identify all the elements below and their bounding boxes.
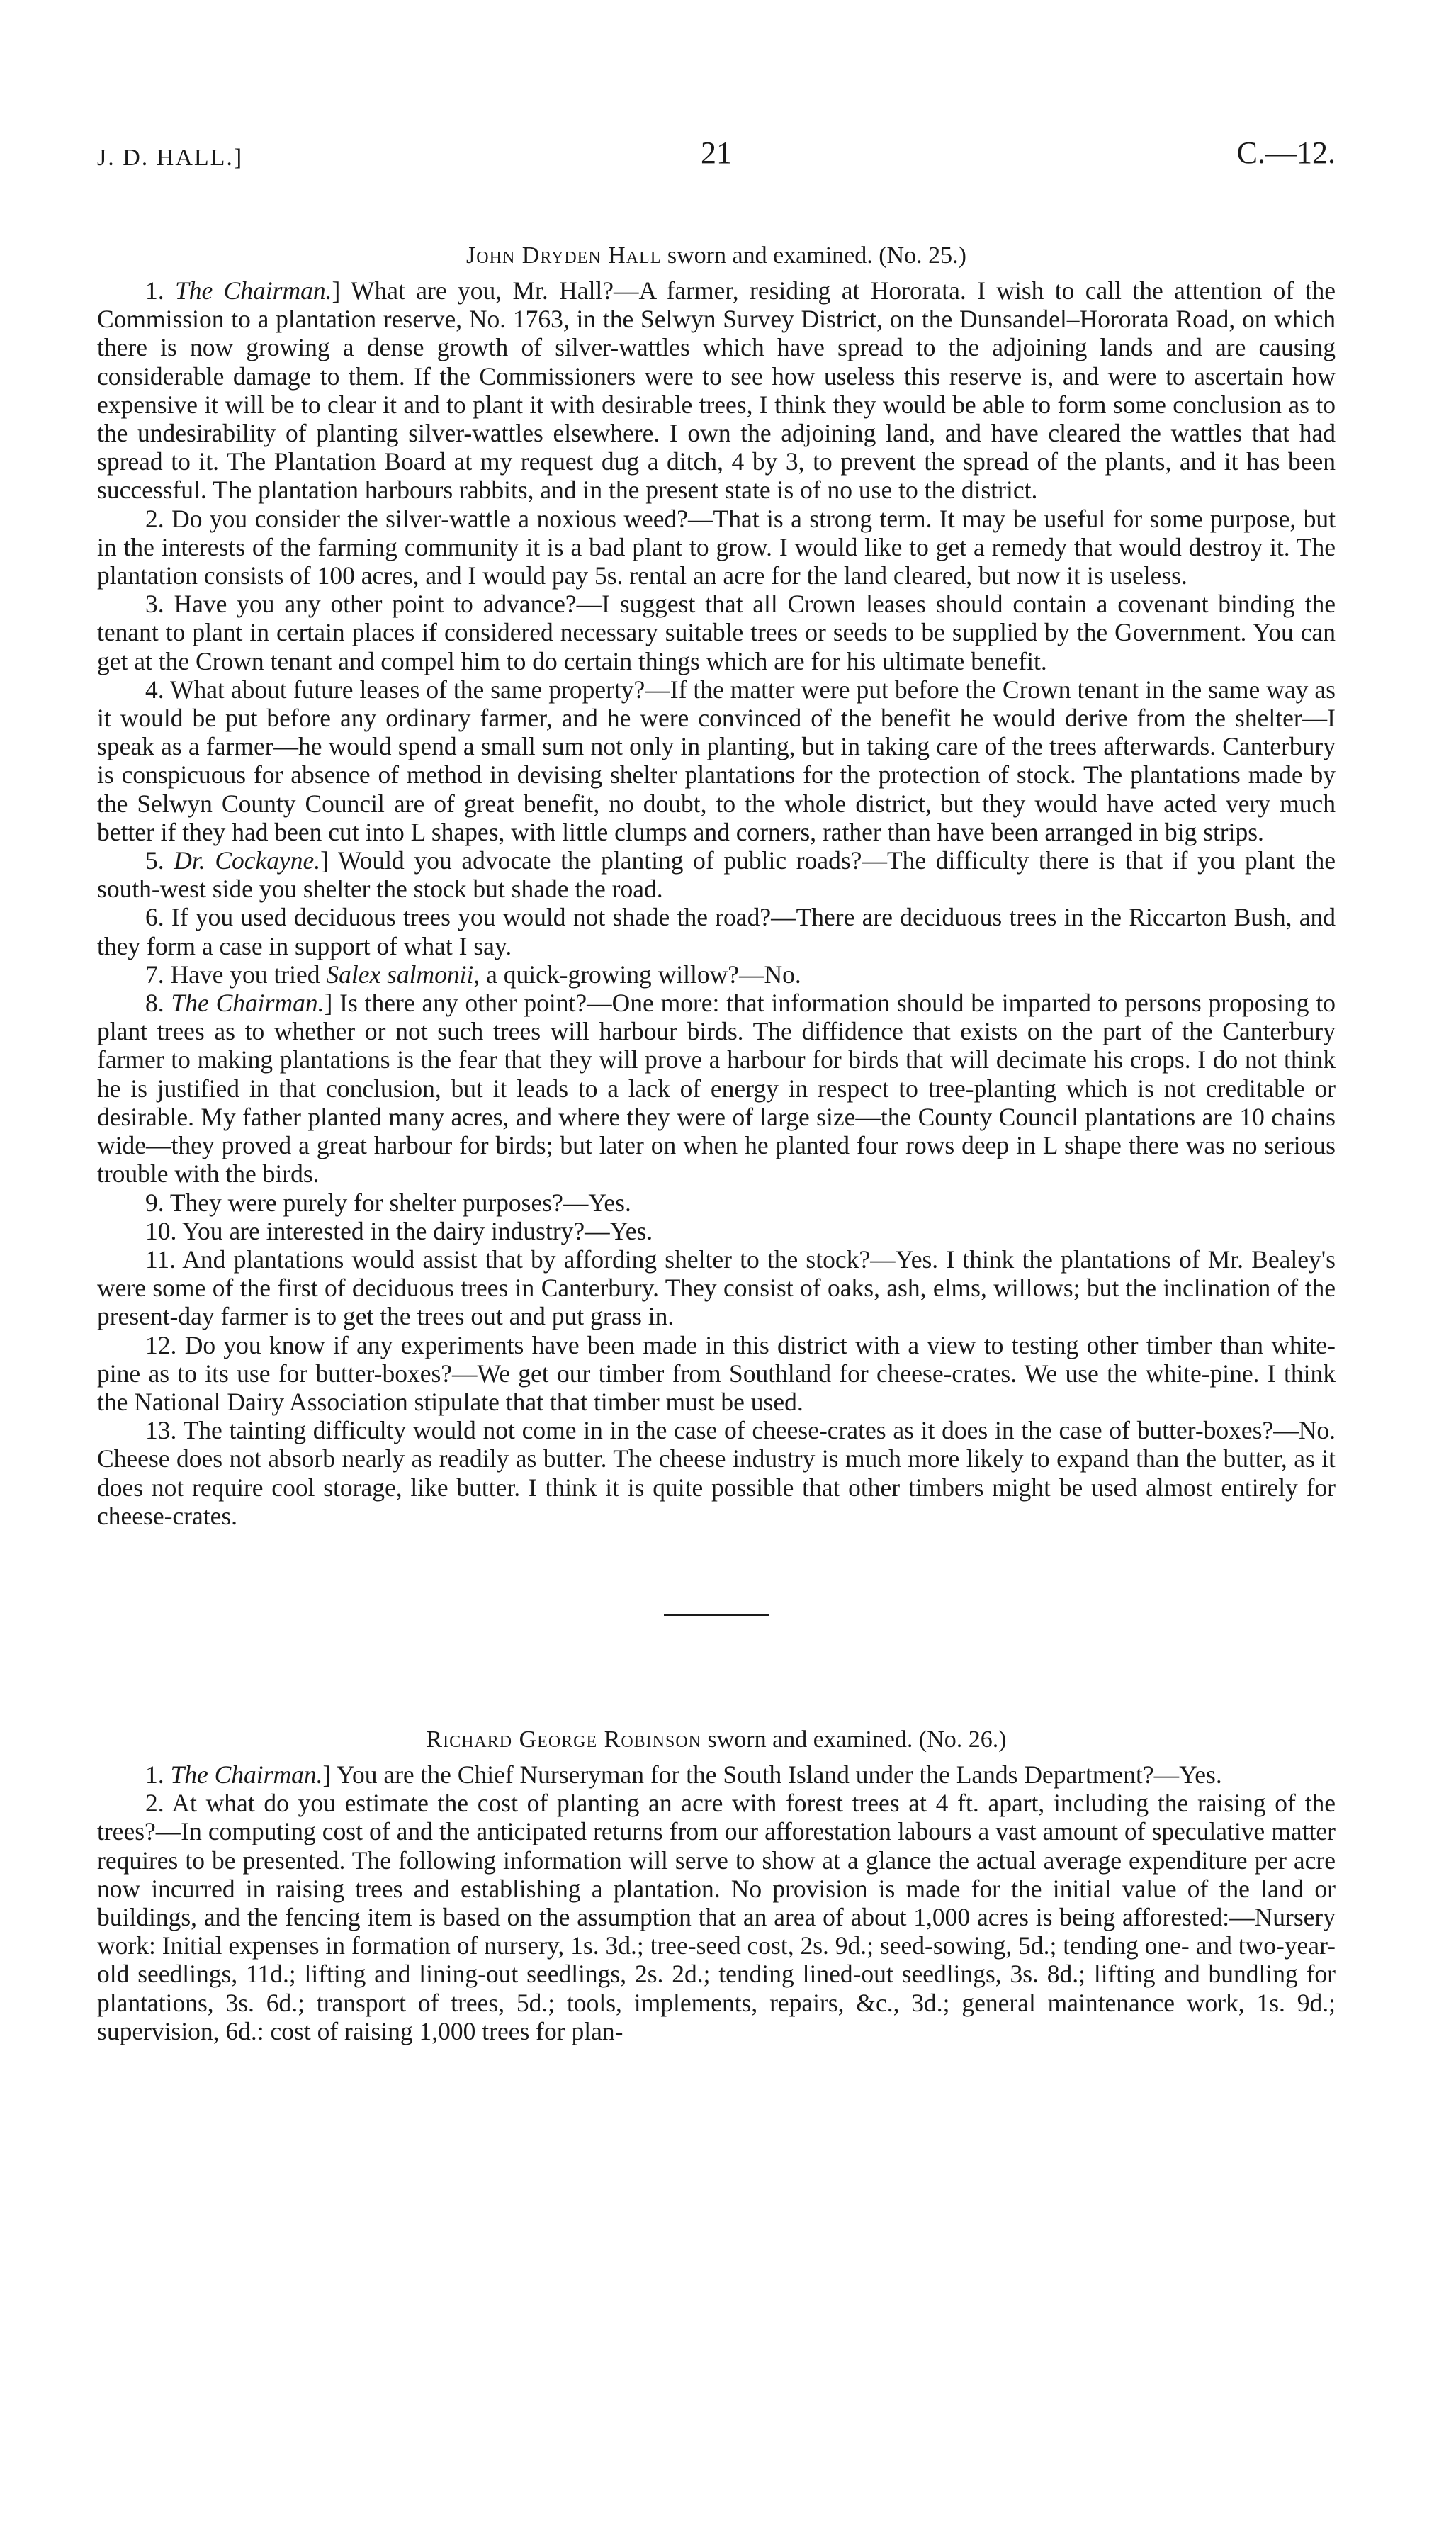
question-paragraph: 2. Do you consider the silver-wattle a noxious weed?—That is a strong term. It may be useful for some purpose, but in the interests of the farming community it is a bad plant to grow. I would like to get a remedy that would destroy it. The plantation consists of 100 acres, and I would pay 5s. rental an acre for the land cleared, but now it is useless. — [97, 504, 1336, 590]
question-paragraph: 10. You are interested in the dairy industry?—Yes. — [145, 1216, 653, 1245]
question-paragraph: 9. They were purely for shelter purposes?—Yes. — [145, 1188, 631, 1217]
question-paragraph: 8. The Chairman.] Is there any other point?—One more: that information should be imparted to persons proposing to plant trees as to whether or not such trees will harbour birds. The diffidence that exists on the part of the Canterbury farmer to making plantations is the fear that they will prove a harbour for birds that will decimate his crops. I do not think he is justified in that conclusion, but it leads to a lack of energy in respect to tree-planting which is not creditable or desirable. My father planted many acres, and where they were of large size—the County Council plantations are 10 chains wide—they proved a great harbour for birds; but later on when he planted four rows deep in L shape there was no serious trouble with the birds. — [97, 989, 1336, 1189]
question-paragraph: 6. If you used deciduous trees you would not shade the road?—There are deciduous trees in the Riccarton Bush, and they form a case in support of what I say. — [97, 903, 1336, 960]
testimony-hall — [97, 276, 1336, 1530]
question-paragraph: 1. The Chairman.] You are the Chief Nurseryman for the South Island under the Lands Department?—Yes. — [145, 1760, 1222, 1789]
question-paragraph: 3. Have you any other point to advance?—I suggest that all Crown leases should contain a covenant binding the tenant to plant in certain places if considered necessary suitable trees or seeds to be supplied by the Government. You can get at the Crown tenant and compel him to do certain things which are for his ultimate benefit. — [97, 590, 1336, 675]
question-paragraph: 12. Do you know if any experiments have been made in this district with a view to testing other timber than white-pine as to its use for butter-boxes?—We get our timber from Southland for cheese-crates. We use the white-pine. I think the National Dairy Association stipulate that that timber must be used. — [97, 1330, 1336, 1416]
speaker-name: The Chairman. — [175, 276, 332, 305]
section-heading-robinson — [97, 1726, 1336, 1753]
speaker-name: The Chairman. — [170, 1760, 323, 1789]
question-paragraph: 4. What about future leases of the same property?—If the matter were put before the Crown tenant in the same way as it would be put before any ordinary farmer, and he were convinced of the benefit he would derive from the shelter—I speak as a farmer—he would spend a small sum not only in planting, but in taking care of the trees afterwards. Canterbury is conspicuous for absence of method in devising shelter plantations for the protection of stock. The plantations made by the Selwyn County Council are of great benefit, no doubt, to the whole district, but they would have acted very much better if they had been cut into L shapes, with little clumps and corners, rather than have been arranged in big strips. — [97, 675, 1336, 846]
running-header — [97, 135, 1336, 177]
heading-suffix: sworn and examined. (No. 26.) — [701, 1726, 1007, 1753]
witness-name: John Dryden Hall — [466, 242, 662, 269]
page-number: 21 — [701, 135, 732, 170]
witness-name: Richard George Robinson — [426, 1726, 702, 1753]
speaker-name: Dr. Cockayne. — [174, 846, 321, 875]
question-paragraph: 2. At what do you estimate the cost of planting an acre with forest trees at 4 ft. apart, including the raising of the trees?—In computing cost of and the anticipated returns from our afforestation labours a vast amount of speculative matter requires to be presented. The following information will serve to show at a glance the actual average expenditure per acre now incurred in raising trees and establishing a plantation. No provision is made for the initial value of the land or buildings, and the fencing item is based on the assumption that an area of about 1,000 acres is being afforested:—Nursery work: Initial expenses in formation of nursery, 1s. 3d.; tree-seed cost, 2s. 9d.; seed-sowing, 5d.; tending one- and two-year-old seedlings, 11d.; lifting and lining-out seedlings, 2s. 2d.; tending lined-out seedlings, 3s. 8d.; lifting and bundling for plantations, 3s. 6d.; transport of trees, 5d.; tools, implements, repairs, &c., 3d.; general maintenance work, 1s. 9d.; supervision, 6d.: cost of raising 1,000 trees for plan- — [97, 1789, 1336, 2045]
heading-suffix: sworn and examined. (No. 25.) — [661, 242, 966, 269]
question-paragraph: 5. Dr. Cockayne.] Would you advocate the planting of public roads?—The difficulty there is that if you plant the south-west side you shelter the stock but shade the road. — [97, 846, 1336, 904]
italic-term: Salex salmonii — [326, 960, 474, 989]
header-witness: J. D. HALL.] — [97, 145, 244, 171]
section-divider — [664, 1614, 769, 1616]
question-paragraph: 11. And plantations would assist that by affording shelter to the stock?—Yes. I think the plantations of Mr. Bealey's were some of the first of deciduous trees in Canterbury. They consist of oaks, ash, elms, willows; but the inclination of the present-day farmer is to get the trees out and put grass in. — [97, 1245, 1336, 1331]
speaker-name: The Chairman. — [171, 989, 325, 1018]
question-paragraph: 7. Have you tried Salex salmonii, a quick-growing willow?—No. — [145, 960, 801, 989]
testimony-robinson — [97, 1760, 1336, 2045]
report-reference: C.—12. — [1236, 135, 1336, 170]
question-paragraph: 1. The Chairman.] What are you, Mr. Hall?—A farmer, residing at Hororata. I wish to call the attention of the Commission to a plantation reserve, No. 1763, in the Selwyn Survey District, on the Dunsandel–Hororata Road, on which there is now growing a dense growth of silver-wattles which have spread to the adjoining lands and are causing considerable damage to them. If the Commissioners were to see how useless this reserve is, and were to ascertain how expensive it will be to clear it and to plant it with desirable trees, I think they would be able to form some conclusion as to the undesirability of planting silver-wattles elsewhere. I own the adjoining land, and have cleared the wattles that had spread to it. The Plantation Board at my request dug a ditch, 4 by 3, to prevent the spread of the plants, and it has been successful. The plantation harbours rabbits, and in the present state is of no use to the district. — [97, 276, 1336, 505]
section-heading-hall — [97, 242, 1336, 269]
question-paragraph: 13. The tainting difficulty would not come in in the case of cheese-crates as it does in the case of butter-boxes?—No. Cheese does not absorb nearly as readily as butter. The cheese industry is much more likely to expand than the butter, as it does not require cool storage, like butter. I think it is quite possible that other timbers might be used almost entirely for cheese-crates. — [97, 1416, 1336, 1530]
